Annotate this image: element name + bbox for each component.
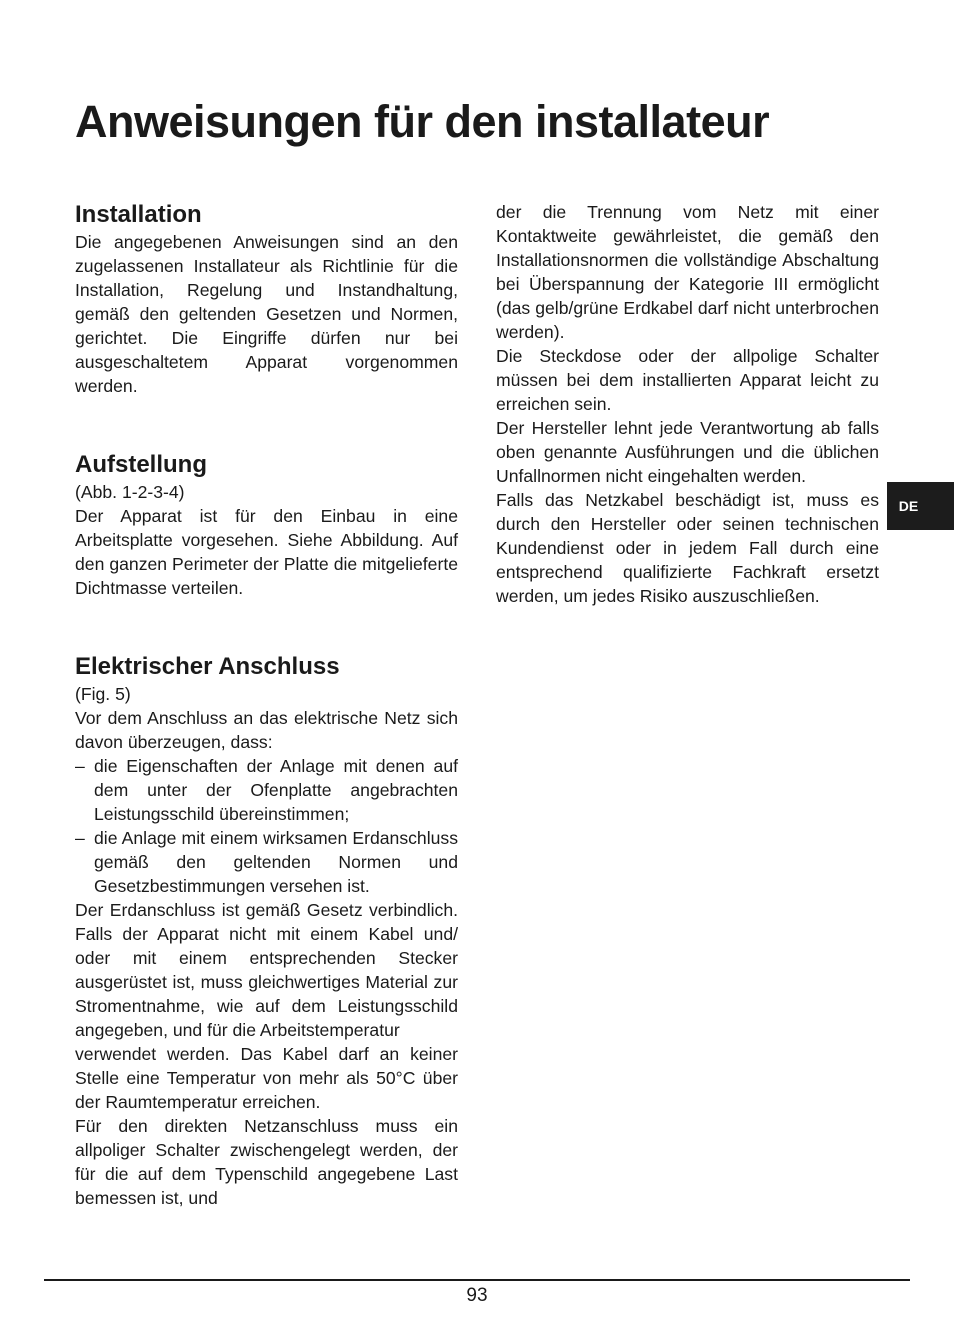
page-number: 93 xyxy=(466,1285,488,1306)
elektrisch-ref: (Fig. 5) xyxy=(75,684,131,704)
left-column xyxy=(75,200,458,1210)
language-tab: DE xyxy=(887,482,954,530)
list-item xyxy=(75,826,458,898)
elektrisch-para-6: Der Hersteller lehnt jede Verantwortung ab falls oben genannte Ausführungen und die üblichen Unfallnormen nicht eingehalten werden. xyxy=(496,418,879,486)
elektrisch-para-5: Die Steckdose oder der allpolige Schalter müssen bei dem installierten Apparat leicht zu erreichen sein. xyxy=(496,346,879,414)
dash-marker: – xyxy=(75,828,85,848)
page-title: Anweisungen für den installateur xyxy=(75,96,770,147)
section-spacer xyxy=(75,600,458,652)
section-spacer xyxy=(75,398,458,450)
list-item-text: die Eigenschaften der Anlage mit denen auf dem unter der Ofenplatte angebrachten Leistungsschild übereinstimmen; xyxy=(94,756,458,824)
right-column xyxy=(496,200,879,608)
footer-divider xyxy=(44,1279,910,1281)
elektrisch-para-3: Für den direkten Netzanschluss muss ein allpoliger Schalter zwischengelegt werden, der für die auf dem Typenschild angegebene Last bemessen ist, und xyxy=(75,1116,458,1208)
installation-heading: Installation xyxy=(75,201,202,228)
list-item-text: die Anlage mit einem wirksamen Erdanschluss gemäß den geltenden Normen und Gesetzbestimmungen versehen ist. xyxy=(94,828,458,896)
dash-marker: – xyxy=(75,756,85,776)
elektrisch-para-4: der die Trennung vom Netz mit einer Kontaktweite gewährleistet, die gemäß den Installationsnormen die vollständige Abschaltung bei Überspannung der Kategorie III ermöglicht (das gelb/grüne Erdkabel darf nicht unterbrochen werden). xyxy=(496,202,879,342)
elektrisch-intro: Vor dem Anschluss an das elektrische Netz sich davon überzeugen, dass: xyxy=(75,708,458,752)
installation-text: Die angegebenen Anweisungen sind an den zugelassenen Installateur als Richtlinie für die Installation, Regelung und Instandhaltung, gemäß den geltenden Gesetzen und Normen, gerichtet. Die Eingriffe dürfen nur bei ausgeschaltetem Apparat vorgenommen werden. xyxy=(75,232,458,396)
elektrisch-heading: Elektrischer Anschluss xyxy=(75,653,340,680)
elektrisch-para-7: Falls das Netzkabel beschädigt ist, muss es durch den Hersteller oder seinen technischen Kundendienst oder in jedem Fall durch eine entsprechend qualifizierte Fachkraft ersetzt werden, um jedes Risiko auszuschließen. xyxy=(496,490,879,606)
elektrisch-para-2: verwendet werden. Das Kabel darf an keiner Stelle eine Temperatur von mehr als 50°C über der Raumtemperatur erreichen. xyxy=(75,1044,458,1112)
aufstellung-heading: Aufstellung xyxy=(75,451,207,478)
aufstellung-ref: (Abb. 1-2-3-4) xyxy=(75,482,185,502)
list-item xyxy=(75,754,458,826)
elektrisch-bullet-list xyxy=(75,754,458,898)
aufstellung-text: Der Apparat ist für den Einbau in eine Arbeitsplatte vorgesehen. Siehe Abbildung. Auf den ganzen Perimeter der Platte die mitgelieferte Dichtmasse verteilen. xyxy=(75,506,458,598)
elektrisch-para-1: Der Erdanschluss ist gemäß Gesetz verbindlich. Falls der Apparat nicht mit einem Kabel und/ oder mit einem entsprechenden Stecker ausgerüstet ist, muss gleichwertiges Material zur Stromentnahme, wie auf dem Leistungsschild angegeben, und für die Arbeitstemperatur xyxy=(75,900,458,1040)
